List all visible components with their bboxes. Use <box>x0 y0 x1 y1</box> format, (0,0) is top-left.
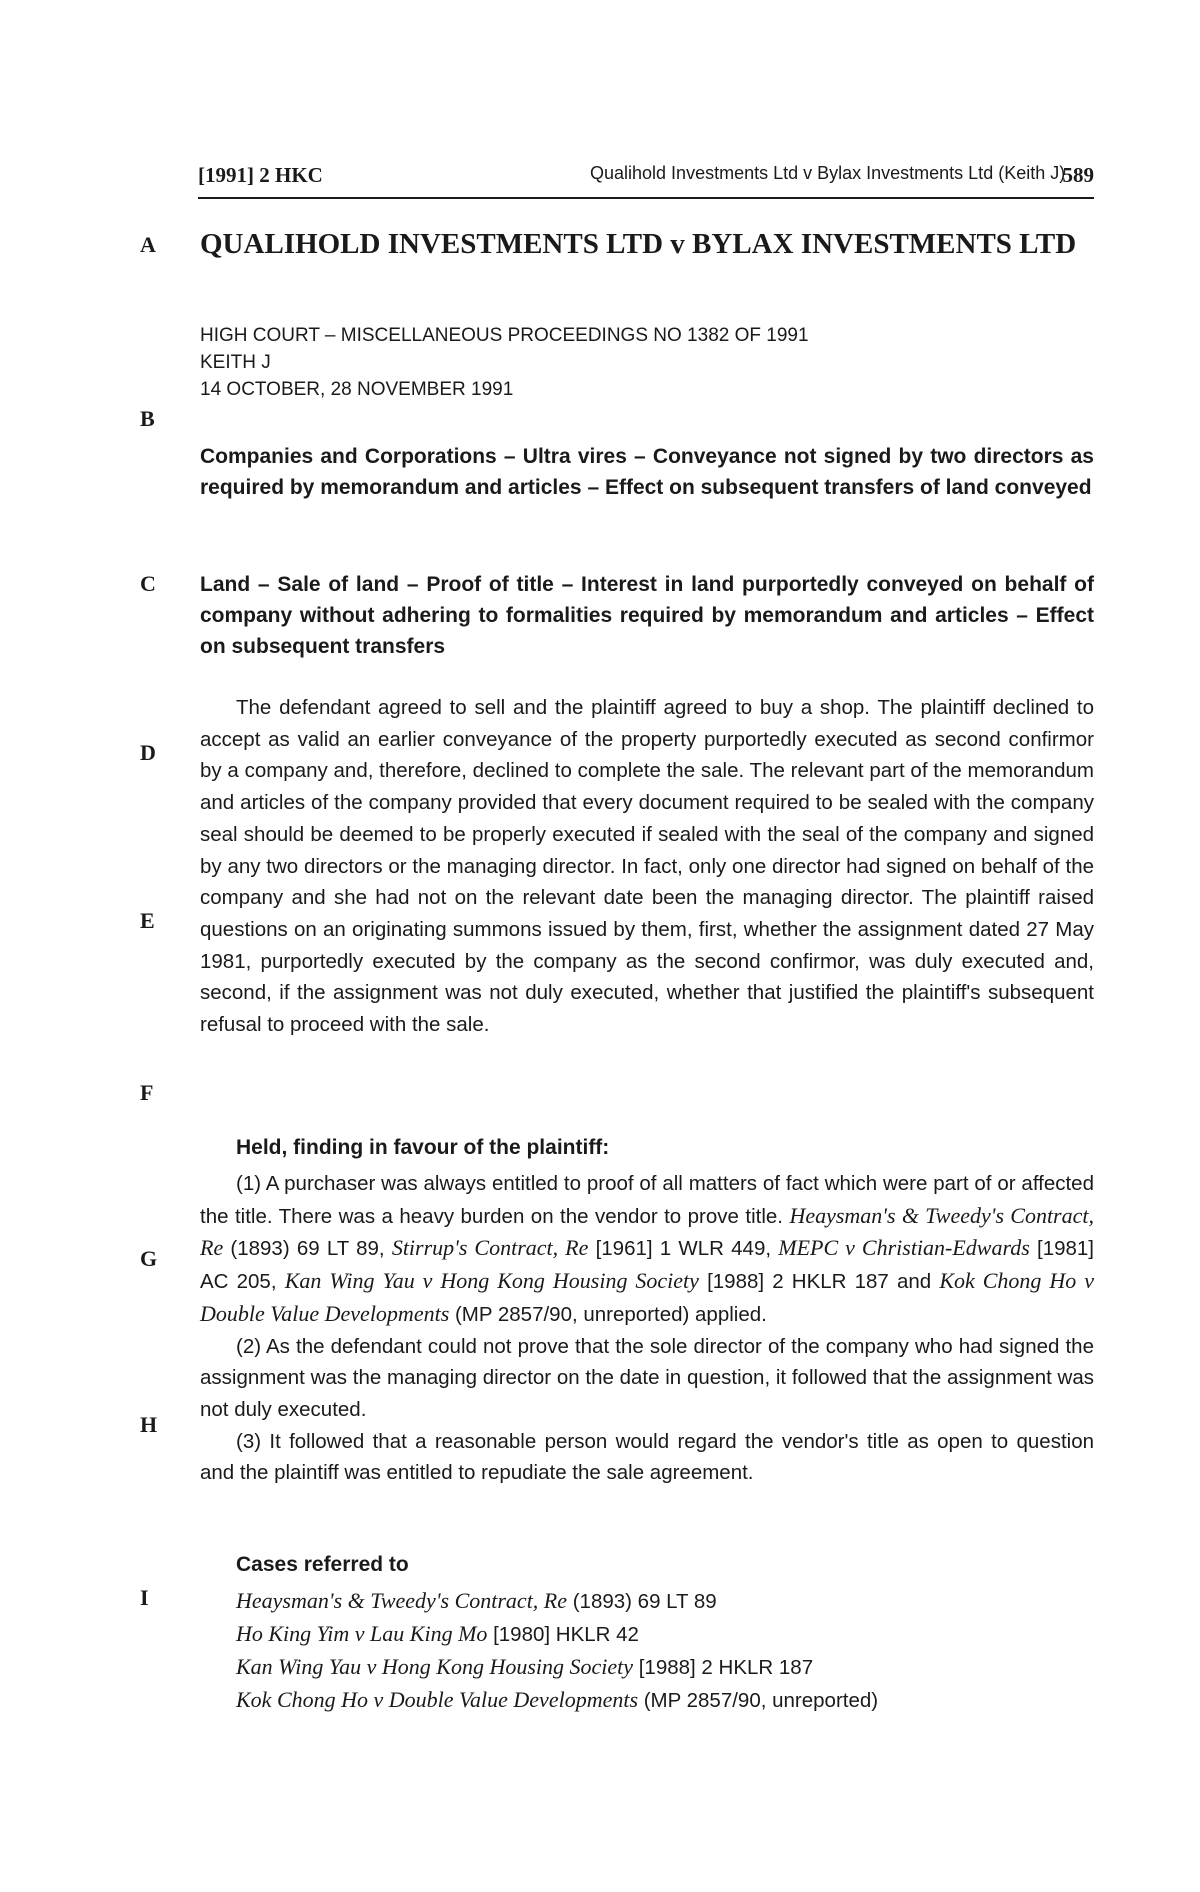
case-reference: (MP 2857/90, unreported) <box>638 1689 879 1712</box>
case-name: Heaysman's & Tweedy's Contract, Re <box>236 1588 568 1613</box>
court-info <box>200 322 1094 403</box>
cases-list <box>236 1585 1094 1717</box>
margin-letter-e: E <box>140 908 155 933</box>
margin-letter-c: C <box>140 571 156 596</box>
case-name: Kok Chong Ho v Double Value Developments <box>236 1687 639 1712</box>
held-text: (1) A purchaser was always entitled to proof of all matters of fact which were part of or affected the title. There was a heavy burden on the vendor to prove title. <box>200 1172 1094 1228</box>
held-heading: Held, finding in favour of the plaintiff: <box>236 1136 610 1159</box>
held-text: [1981] AC 205, <box>200 1237 1094 1294</box>
facts-paragraph: The defendant agreed to sell and the plaintiff agreed to buy a shop. The plaintiff declined to accept as valid an earlier conveyance of the property purportedly executed as second confirmor by a company and, therefore, declined to complete the sale. The relevant part of the memorandum and articles of the company provided that every document required to be sealed with the company seal should be deemed to be properly executed if sealed with the seal of the company and signed by any two directors or the managing director. In fact, only one director had signed on behalf of the company and she had not on the relevant date been the managing director. The plaintiff raised questions on an originating summons issued by them, first, whether the assignment dated 27 May 1981, purportedly executed by the company as the second confirmor, was duly executed and, second, if the assignment was not duly executed, whether that justified the plaintiff's subsequent refusal to proceed with the sale. <box>200 696 1094 1037</box>
case-reference: [1980] HKLR 42 <box>487 1623 639 1646</box>
held-text: (1893) 69 LT 89, <box>223 1237 392 1261</box>
case-citation: MEPC v Christian-Edwards <box>778 1235 1030 1261</box>
proceeding-line: HIGH COURT – MISCELLANEOUS PROCEEDINGS NO 1382 OF 1991 <box>200 325 809 346</box>
held-point-3: (3) It followed that a reasonable person would regard the vendor's title as open to question and the plaintiff was entitled to repudiate the sale agreement. <box>200 1429 1094 1485</box>
held-text: (MP 2857/90, unreported) applied. <box>449 1302 767 1326</box>
catchword-land: Land – Sale of land – Proof of title – Interest in land purportedly conveyed on behalf of company without adhering to formalities required by memorandum and articles – Effect on subsequent transfers <box>200 573 1094 658</box>
list-item <box>236 1585 1094 1618</box>
case-citation: Kan Wing Yau v Hong Kong Housing Society <box>284 1268 699 1294</box>
case-citation: Heaysman's & Tweedy's Contract, Re <box>200 1202 1094 1261</box>
catchword-companies: Companies and Corporations – Ultra vires – Conveyance not signed by two directors as required by memorandum and articles – Effect on subsequent transfers of land conveyed <box>200 445 1094 499</box>
margin-letter-d: D <box>140 740 156 765</box>
facts-section <box>200 692 1094 1041</box>
held-section <box>200 1168 1094 1489</box>
page-number: 589 <box>1062 163 1094 187</box>
margin-letter-f: F <box>140 1080 154 1105</box>
held-text: [1988] 2 HKLR 187 and <box>698 1270 940 1294</box>
margin-letter-i: I <box>140 1585 149 1610</box>
case-citation: Kok Chong Ho v Double Value Developments <box>200 1268 1094 1326</box>
running-header <box>198 163 1094 199</box>
list-item <box>236 1684 1094 1717</box>
margin-letter-b: B <box>140 406 155 431</box>
case-citation: Stirrup's Contract, Re <box>391 1235 589 1261</box>
list-item <box>236 1651 1094 1684</box>
case-reference: (1893) 69 LT 89 <box>567 1590 717 1613</box>
running-title: Qualihold Investments Ltd v Bylax Investments Ltd (Keith J) <box>590 163 1066 183</box>
report-citation: [1991] 2 HKC <box>198 163 323 187</box>
dates-line: 14 OCTOBER, 28 NOVEMBER 1991 <box>200 379 514 400</box>
case-reference: [1988] 2 HKLR 187 <box>633 1656 814 1679</box>
list-item <box>236 1618 1094 1651</box>
margin-letter-a: A <box>140 232 156 257</box>
case-name: Ho King Yim v Lau King Mo <box>236 1621 488 1646</box>
margin-letter-g: G <box>140 1246 158 1271</box>
judge-line: KEITH J <box>200 352 271 373</box>
cases-heading: Cases referred to <box>236 1553 409 1576</box>
case-name: Kan Wing Yau v Hong Kong Housing Society <box>236 1654 634 1679</box>
margin-letter-h: H <box>140 1412 158 1437</box>
held-point-2: (2) As the defendant could not prove that the sole director of the company who had signed the assignment was the managing director on the date in question, it followed that the assignment was not duly executed. <box>200 1334 1094 1421</box>
case-title: QUALIHOLD INVESTMENTS LTD v BYLAX INVESTMENTS LTD <box>200 228 1077 260</box>
held-text: [1961] 1 WLR 449, <box>588 1237 779 1261</box>
held-point-1 <box>200 1168 1094 1331</box>
